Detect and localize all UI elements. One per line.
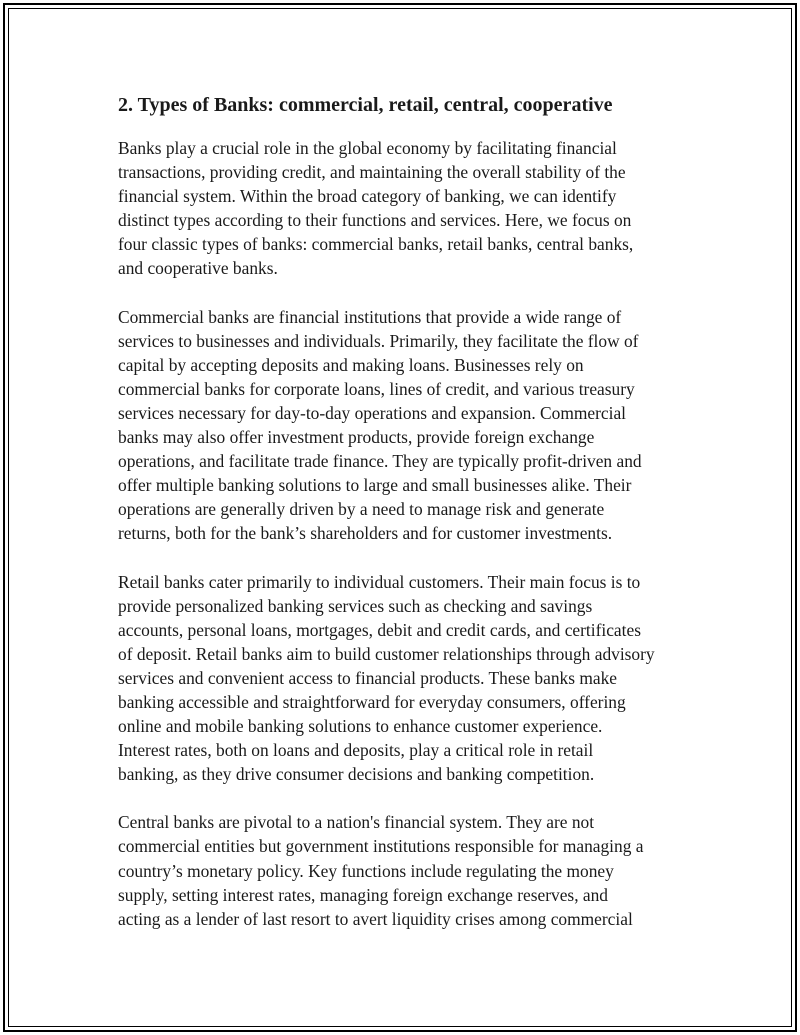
paragraph-intro — [118, 136, 698, 281]
text-line: Interest rates, both on loans and deposits, play a critical role in retail — [118, 740, 594, 761]
text-line: four classic types of banks: commercial banks, retail banks, central banks, — [118, 234, 634, 255]
text-line: Commercial banks are financial institutions that provide a wide range of — [118, 306, 622, 327]
text-line: Retail banks cater primarily to individual customers. Their main focus is to — [118, 571, 641, 592]
text-line: banks may also offer investment products, provide foreign exchange — [118, 427, 595, 448]
text-line: returns, both for the bank’s shareholders and for customer investments. — [118, 523, 613, 544]
text-line: provide personalized banking services such as checking and savings — [118, 595, 593, 616]
text-line: services and convenient access to financial products. These banks make — [118, 667, 617, 688]
text-line: services necessary for day-to-day operations and expansion. Commercial — [118, 402, 627, 423]
text-line: capital by accepting deposits and making loans. Businesses rely on — [118, 354, 584, 375]
text-line: distinct types according to their functions and services. Here, we focus on — [118, 210, 632, 231]
paragraph-commercial-banks — [118, 305, 698, 546]
text-line: country’s monetary policy. Key functions include regulating the money — [118, 860, 614, 881]
section-heading: 2. Types of Banks: commercial, retail, central, cooperative — [118, 94, 613, 116]
text-line: supply, setting interest rates, managing foreign exchange reserves, and — [118, 884, 608, 905]
text-line: operations are generally driven by a need to manage risk and generate — [118, 499, 605, 520]
text-line: Banks play a crucial role in the global economy by facilitating financial — [118, 138, 617, 158]
text-line: commercial banks for corporate loans, lines of credit, and various treasury — [118, 378, 635, 399]
text-line: offer multiple banking solutions to large and small businesses alike. Their — [118, 475, 632, 496]
text-line: online and mobile banking solutions to enhance customer experience. — [118, 716, 603, 737]
text-line: commercial entities but government institutions responsible for managing a — [118, 836, 644, 857]
text-line: Central banks are pivotal to a nation's financial system. They are not — [118, 812, 595, 833]
text-line: transactions, providing credit, and maintaining the overall stability of the — [118, 162, 626, 183]
text-line: financial system. Within the broad category of banking, we can identify — [118, 186, 617, 207]
document-body — [118, 92, 698, 955]
text-line: operations, and facilitate trade finance. They are typically profit-driven and — [118, 451, 642, 472]
text-line: and cooperative banks. — [118, 258, 278, 279]
text-line: banking, as they drive consumer decisions and banking competition. — [118, 764, 595, 785]
text-line: banking accessible and straightforward for everyday consumers, offering — [118, 691, 626, 712]
text-line: acting as a lender of last resort to avert liquidity crises among commercial — [118, 908, 633, 929]
paragraph-retail-banks — [118, 570, 698, 787]
text-line: accounts, personal loans, mortgages, debit and credit cards, and certificates — [118, 619, 641, 640]
text-line: of deposit. Retail banks aim to build customer relationships through advisory — [118, 643, 655, 664]
paragraph-central-banks — [118, 810, 698, 930]
text-line: services to businesses and individuals. Primarily, they facilitate the flow of — [118, 330, 639, 351]
